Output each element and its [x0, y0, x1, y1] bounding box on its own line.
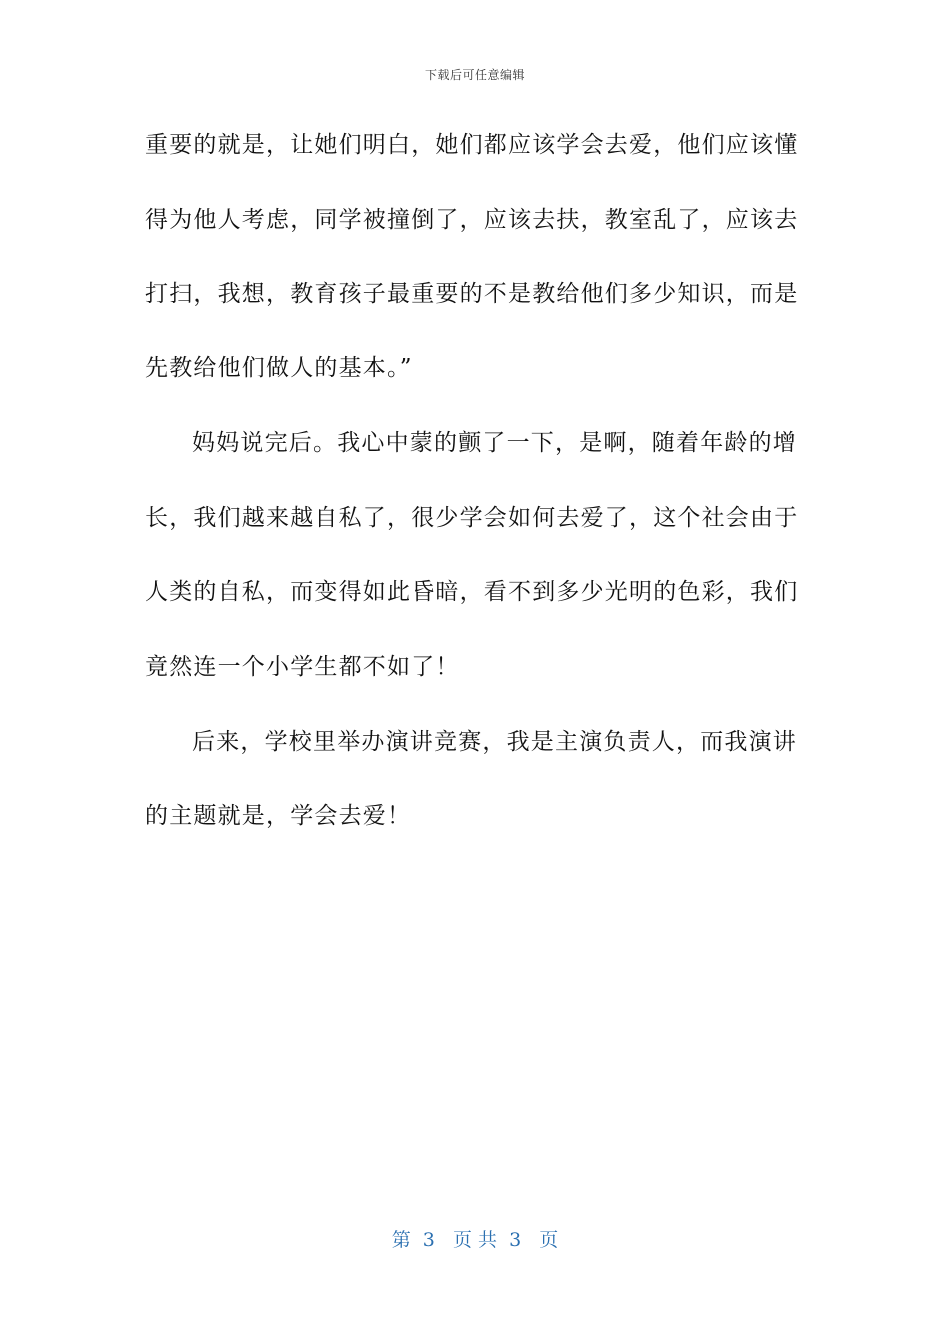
paragraph-line: 长，我们越来越自私了，很少学会如何去爱了，这个社会由于 — [145, 505, 799, 531]
paragraph-line: 竟然连一个小学生都不如了！ — [145, 654, 460, 680]
page-header: 下载后可任意编辑 — [424, 68, 525, 82]
paragraph-line: 的主题就是，学会去爱！ — [145, 803, 412, 829]
paragraph-line: 后来，学校里举办演讲竞赛，我是主演负责人，而我演讲 — [192, 729, 797, 755]
paragraph-line: 重要的就是，让她们明白，她们都应该学会去爱，他们应该懂 — [145, 132, 799, 158]
page-number-footer: 第 3 页 共 3 页 — [391, 1229, 559, 1251]
paragraph-line: 打扫，我想，教育孩子最重要的不是教给他们多少知识，而是 — [145, 281, 799, 307]
paragraph-line: 得为他人考虑，同学被撞倒了，应该去扶，教室乱了，应该去 — [145, 207, 799, 233]
paragraph-line: 人类的自私，而变得如此昏暗，看不到多少光明的色彩，我们 — [145, 579, 799, 605]
paragraph-line: 妈妈说完后。我心中蒙的颤了一下，是啊，随着年龄的增 — [192, 430, 797, 456]
paragraph-line: 先教给他们做人的基本。” — [145, 355, 413, 381]
